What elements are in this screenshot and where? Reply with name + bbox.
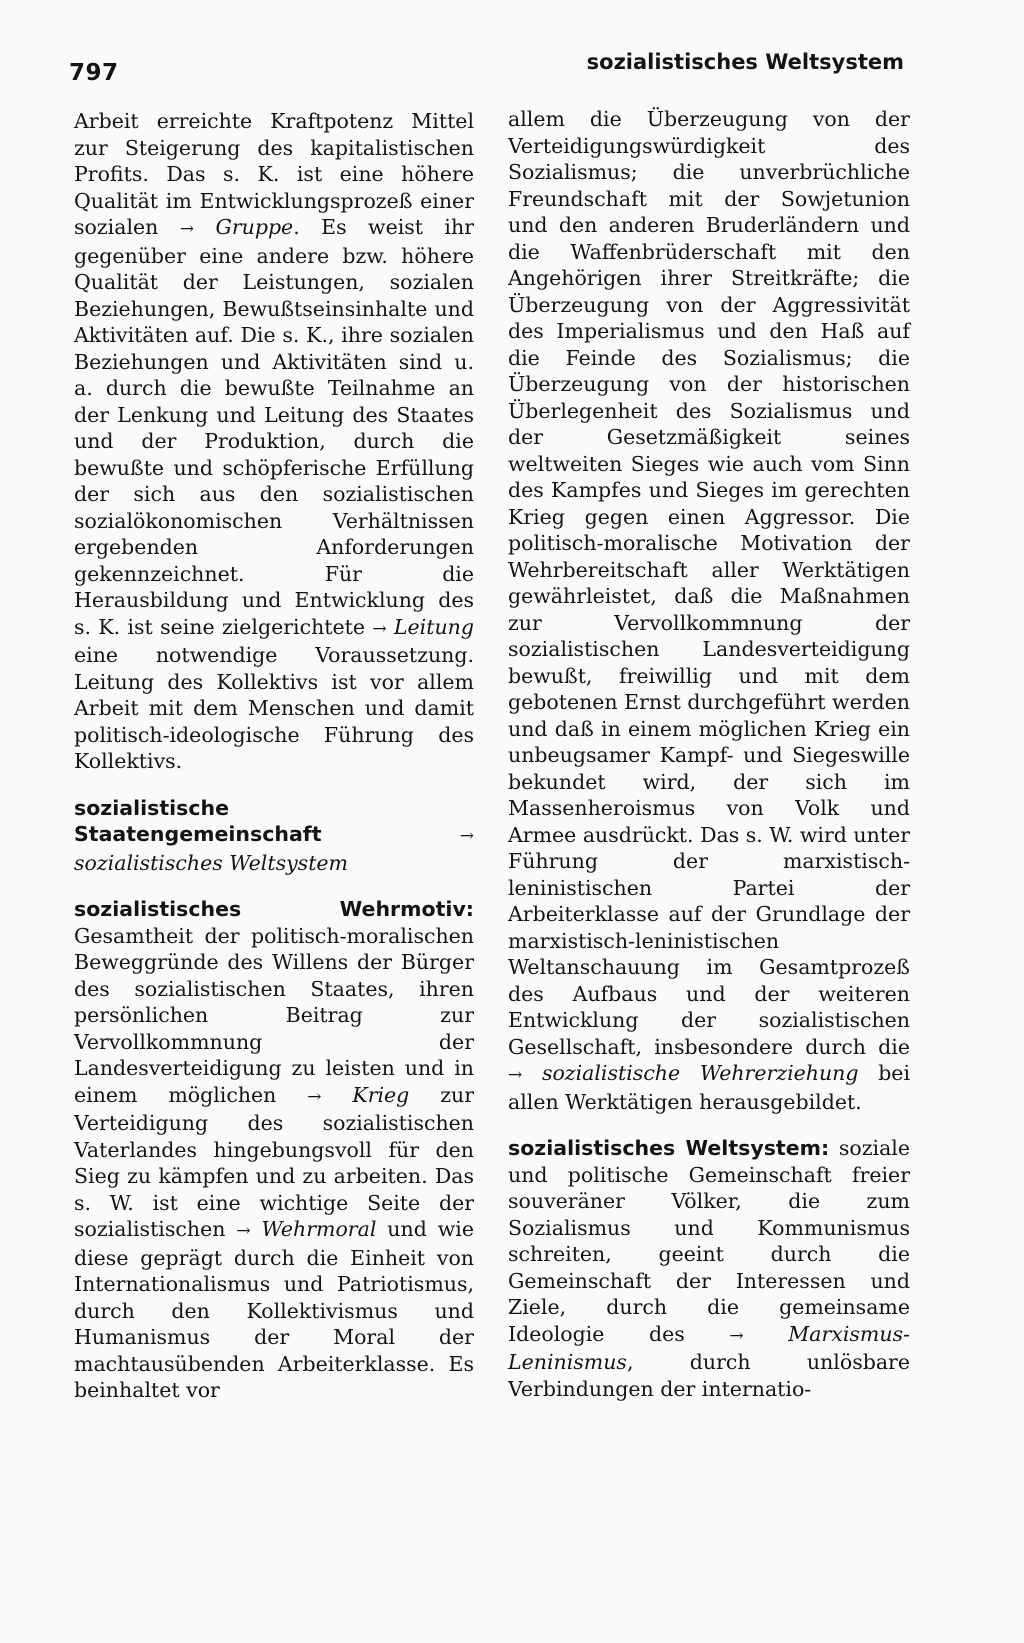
entry-weltsystem bbox=[508, 1135, 910, 1402]
entry-continuation bbox=[74, 108, 474, 775]
body-text: , durch unlösbare Verbindungen der internatio- bbox=[508, 1350, 910, 1401]
body-text: Arbeit erreichte Kraftpotenz Mittel zur Steigerung des kapitalistischen Profits. Das s. K. ist eine höhere Qualität im Entwicklungsprozeß einer sozialen bbox=[74, 109, 474, 239]
body-text: Gesamtheit der politisch-moralischen Beweggründe des Willens der Bürger des sozialistischen Staates, ihren persönlichen Beitrag zur Vervollkommnung der Landesverteidigung zu leisten und in einem möglichen bbox=[74, 923, 474, 1107]
headword: sozialistische Staatengemeinschaft bbox=[74, 795, 322, 846]
entry-staatengemeinschaft bbox=[74, 795, 474, 877]
crossref-arrow-icon: → bbox=[307, 1086, 322, 1107]
body-text: soziale und politische Gemeinschaft freier souveräner Völker, die zum Sozialismus und Kommunismus schreiten, geeint durch die Gemeinschaft der Interessen und Ziele, durch die gemeinsame Ideologie des bbox=[508, 1136, 910, 1346]
crossref-arrow-icon: → bbox=[729, 1325, 744, 1346]
crossref-arrow-icon: → bbox=[508, 1065, 523, 1085]
entry-continuation bbox=[508, 106, 910, 1115]
crossref-link[interactable]: sozialistische Wehrerziehung bbox=[541, 1061, 859, 1085]
page-number: 797 bbox=[69, 60, 119, 86]
crossref-link[interactable]: Marxismus-Leninismus bbox=[508, 1321, 910, 1374]
body-text: eine notwendige Voraussetzung. Leitung des Kollektivs ist vor allem Arbeit mit dem Menschen und damit politisch-ideologische Führung des Kollektivs. bbox=[74, 643, 474, 773]
crossref-arrow-icon: → bbox=[179, 219, 195, 239]
body-text: allem die Überzeugung von der Verteidigungswürdigkeit des Sozialismus; die unverbrüchliche Freundschaft mit der Sowjetunion und den anderen Bruderländern und die Waffenbrüderschaft mit den Angehörigen ihrer Streitkräfte; die Überzeugung von der Aggressivität des Imperialismus und den Haß auf die Feinde des Sozialismus; die Überzeugung von der historischen Überlegenheit des Sozialismus und der Gesetzmäßigkeit seines weltweiten Sieges wie auch vom Sinn des Kampfes und Sieges im gerechten Krieg gegen einen Aggressor. Die politisch-moralische Motivation der Wehrbereitschaft aller Werktätigen gewährleistet, daß die Maßnahmen zur Vervollkommnung der sozialistischen Landesverteidigung bewußt, freiwillig und mit dem gebotenen Ernst durchgeführt werden und daß in einem möglichen Krieg ein unbeugsamer Kampf- und Siegeswille bekundet wird, der sich im Massenheroismus von Volk und Armee ausdrückt. Das s. W. wird unter Führung der marxistisch-leninistischen Partei der Arbeiterklasse auf der Grundlage der marxistisch-leninistischen Weltanschauung im Gesamtprozeß des Aufbaus und der weiteren Entwicklung der sozialistischen Gesellschaft, insbesondere durch die bbox=[508, 107, 910, 1059]
body-text: bei allen Werktätigen herausgebildet. bbox=[508, 1061, 910, 1114]
headword: sozialistisches Wehrmotiv: bbox=[74, 897, 474, 921]
crossref-arrow-icon: → bbox=[459, 826, 474, 846]
crossref-arrow-icon: → bbox=[236, 1221, 251, 1241]
crossref-link[interactable]: Leitung bbox=[393, 614, 474, 639]
entry-wehrmotiv bbox=[74, 896, 474, 1404]
crossref-link[interactable]: Wehrmoral bbox=[261, 1217, 377, 1241]
body-text: zur Verteidigung des sozialistischen Vaterlandes hingebungsvoll für den Sieg zu kämpfen und zu arbeiten. Das s. W. ist eine wichtige Seite der sozialistischen bbox=[74, 1082, 474, 1241]
headword: sozialistisches Weltsystem: bbox=[508, 1136, 830, 1160]
crossref-link[interactable]: Gruppe bbox=[215, 215, 294, 239]
body-text: . Es weist ihr gegenüber eine andere bzw. höhere Qualität der Leistungen, sozialen Beziehungen, Bewußtseinsinhalte und Aktivitäten auf. Die s. K., ihre sozialen Beziehungen und Aktivitäten sind u. a. durch die bewußte Teilnahme an der Lenkung und Leitung des Staates und der Produktion, durch die bewußte und schöpferische Erfüllung der sich aus den sozialistischen sozialökonomischen Verhältnissen ergebenden Anforderungen gekennzeichnet. Für die Herausbildung und Entwicklung des s. K. ist seine zielgerichtete bbox=[74, 215, 474, 639]
running-head: sozialistisches Weltsystem bbox=[586, 50, 904, 74]
crossref-link[interactable]: sozialistisches Weltsystem bbox=[74, 850, 348, 875]
left-column bbox=[74, 108, 474, 1404]
crossref-arrow-icon: → bbox=[372, 618, 387, 639]
right-column bbox=[508, 106, 910, 1402]
body-text: und wie diese geprägt durch die Einheit von Internationalismus und Patriotismus, durch den Kollektivismus und Humanismus der Moral der machtausübenden Arbeiterklasse. Es beinhaltet vor bbox=[74, 1217, 474, 1402]
crossref-link[interactable]: Krieg bbox=[352, 1082, 410, 1107]
